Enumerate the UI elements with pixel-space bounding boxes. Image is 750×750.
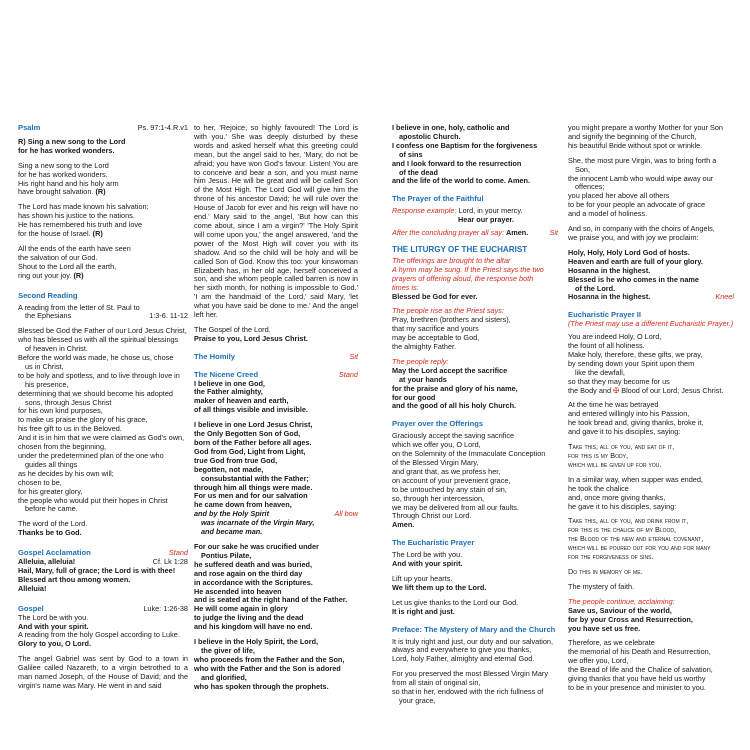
text-line: who proceeds from the Father and the Son, bbox=[194, 654, 345, 664]
preface-text bbox=[568, 157, 734, 219]
eucharistic-dialogue: Lift up your hearts. We lift them up to the Lord. bbox=[392, 573, 487, 592]
text-line: who with the Father and the Son is adored bbox=[194, 663, 341, 673]
eucharistic-dialogue: The Lord be with you. And with your spirit. bbox=[392, 550, 463, 569]
text-line: his beautiful Bride without spot or wrinkle. bbox=[568, 140, 703, 150]
column-4 bbox=[568, 124, 734, 699]
text-line: the giver of life, bbox=[201, 645, 255, 655]
text-line: and is seated at the right hand of the Father. bbox=[194, 595, 348, 605]
creed-paragraph bbox=[194, 638, 358, 691]
gospel-text-continued: to her, 'Rejoice, so highly favoured! The Lord is with you.' She was deeply disturbed by these words and asked herself what this greeting could mean, but the angel said to her, 'Mary, do not be afraid; you have won God's favour. Listen! You are to conceive and bear a son, and you must name him Jesus. He will be great and will be called Son of the Most High. The Lord God will give him the throne of his ancestor David; he will rule over the House of Jacob for ever and his reign will have no end.' Mary said to the angel, 'But how can this come about, since I am a virgin?' 'The Holy Spirit will come upon you,' the angel answered, 'and the power of the Most High will cover you with its shadow. And so the child will be holy and will be called Son of God. Know this too: your kinswoman Elizabeth has, in her old age, herself conceived a son, and she whom people called barren is now in her sixth month, for nothing is impossible to God.' 'I am the handmaid of the Lord,' said Mary, 'let what you have said be done to me.' And the angel left her. bbox=[194, 123, 358, 320]
text-line: he suffered death and was buried, bbox=[194, 559, 312, 569]
posture-stand: Stand bbox=[168, 548, 188, 558]
preface-text: For you preserved the most Blessed Virgin Mary from all stain of original sin, so that in her, endowed with the rich fullness of your grace, bbox=[392, 669, 549, 705]
text-line: You are indeed Holy, O Lord, bbox=[568, 332, 662, 342]
text-line: at your hands bbox=[399, 374, 447, 384]
eucharistic-prayer-ii-title: Eucharistic Prayer II bbox=[568, 310, 642, 320]
text-line: He will come again in glory bbox=[194, 604, 288, 614]
text-line: of sins bbox=[399, 149, 423, 159]
text-line: I believe in one Lord Jesus Christ, bbox=[194, 420, 313, 430]
text-line: on account of your prevenient grace, bbox=[392, 475, 511, 485]
text-line: his presence, bbox=[25, 379, 69, 389]
posture-stand: Stand bbox=[338, 369, 358, 379]
psalm-header bbox=[18, 124, 188, 133]
text-line: He ascended into heaven bbox=[194, 586, 282, 596]
posture-all-bow: All bow bbox=[334, 509, 358, 519]
ep2-epiclesis: You are indeed Holy, O Lord, the fount of all holiness. Make holy, therefore, these gifts, we pray, by sending down your Spirit upon them like the dewfall, so that they may become for us the Body and ✠ Blood of our Lord, Jesus Christ. bbox=[568, 333, 734, 395]
text-line: offences; bbox=[575, 182, 605, 192]
people-reply: The people reply: May the Lord accept the sacrifice at your hands for the praise and glory of his name, for our good and the good of all his holy Church. bbox=[392, 358, 558, 411]
text-line: Make holy, therefore, these gifts, we pray, bbox=[568, 349, 703, 359]
ep2-institution: At the time he was betrayed and entered willingly into his Passion, he took bread and, giving thanks, broke it, and gave it to his disciples, saying: bbox=[568, 400, 704, 437]
offertory-rubric: The offerings are brought to the altar A hymn may be sung. If the Priest says the two prayers of offering aloud, the response both times is: Blessed be God for ever. bbox=[392, 255, 544, 301]
text-line: true God from true God, bbox=[194, 455, 278, 465]
text-line: he came down from heaven, bbox=[194, 500, 292, 510]
creed-paragraph: I believe in one God, the Father almighty, maker of heaven and earth, of all things visible and invisible. bbox=[194, 378, 308, 415]
text-line: I believe in one, holy, catholic and bbox=[392, 123, 510, 132]
text-line: consubstantial with the Father; bbox=[201, 473, 309, 483]
response-marker: (R) bbox=[92, 229, 103, 239]
text-line: through him all things were made. bbox=[194, 482, 313, 492]
prayer-of-faithful: Response example: Lord, in your mercy. Hear our prayer. After the concluding prayer all say: Amen. Sit bbox=[392, 206, 558, 238]
text-line: us in Christ, bbox=[25, 361, 64, 371]
column-1 bbox=[18, 124, 188, 697]
text-line: I confess one Baptism for the forgiveness bbox=[392, 140, 538, 150]
posture-kneel: Kneel bbox=[715, 292, 734, 302]
second-reading-text bbox=[18, 327, 188, 514]
text-line: the fount of all holiness. bbox=[568, 341, 645, 351]
text-line: For our sake he was crucified under bbox=[194, 541, 319, 551]
text-line: the innocent Lamb who would wipe away our bbox=[568, 173, 714, 183]
text-line: and signify the beginning of the Church, bbox=[568, 131, 697, 141]
column-2 bbox=[194, 124, 358, 697]
text-line: for his own kind purposes, bbox=[18, 406, 103, 416]
gospel-close: The Gospel of the Lord. Praise to you, Lord Jesus Christ. bbox=[194, 324, 308, 343]
text-line: begotten, not made, bbox=[194, 464, 264, 474]
text-line: and the life of the world to come. Amen. bbox=[392, 176, 530, 186]
prayer-over-offerings: Graciously accept the saving sacrifice which we offer you, O Lord, on the Solemnity of the Immaculate Conception of the Blessed Virgin Mary, and grant that, as we profess her, on account of your prevenient grace, to be untouched by any stain of sin, so, through her intercession, we may be delivered from all our faults. Through Christ our Lord. Amen. bbox=[392, 432, 558, 530]
text-line: of the Blessed Virgin Mary, bbox=[392, 458, 479, 467]
second-reading-reference: 1:3-6. 11-12 bbox=[149, 311, 188, 321]
sanctus: Holy, Holy, Holy Lord God of hosts. Heaven and earth are full of your glory. Hosanna in the highest. Blessed is he who comes in the name of the Lord. Hosanna in the highest. Kneel bbox=[568, 247, 734, 302]
cross-icon: ✠ bbox=[613, 385, 620, 395]
text-line: guides all things bbox=[25, 459, 78, 469]
text-line: you placed her above all others bbox=[568, 191, 670, 201]
gospel-acclamation-text: Alleluia, alleluia! Cf. Lk 1:28 Hail, Mary, full of grace; the Lord is with thee! Blessed art thou among women. Alleluia! bbox=[18, 557, 188, 593]
consecration-chalice: Take this, all of you, and drink from it, for this is the chalice of my Blood, the Blood of the new and eternal covenant, which will be poured out for you and for many for the forgiveness of sins. bbox=[568, 516, 711, 562]
text-line: in accordance with the Scriptures. bbox=[194, 577, 313, 587]
psalm-response: R) Sing a new song to the Lord for he has worked wonders. bbox=[18, 136, 126, 155]
text-line: as he decides by his own will; bbox=[18, 468, 114, 478]
text-line: and grant that, as we profess her, bbox=[392, 466, 501, 476]
prayer-of-faithful-title: The Prayer of the Faithful bbox=[392, 194, 484, 204]
gospel-reference: Luke: 1:26-38 bbox=[143, 603, 188, 613]
text-line: to make us praise the glory of his grace, bbox=[18, 415, 148, 425]
ep2-chalice: In a similar way, when supper was ended, he took the chalice and, once more giving thanks, he gave it to his disciples, saying: bbox=[568, 474, 703, 511]
acclamation-reference: Cf. Lk 1:28 bbox=[152, 557, 188, 567]
text-line: to be holy and spotless, and to live through love in bbox=[18, 370, 180, 380]
text-line: determining that we should become his adopted bbox=[18, 388, 173, 398]
preface-title: Preface: The Mystery of Mary and the Church bbox=[392, 624, 556, 634]
prayer-over-offerings-title: Prayer over the Offerings bbox=[392, 419, 484, 429]
text-line: and glorified, bbox=[201, 672, 247, 682]
text-line: and a model of holiness. bbox=[568, 209, 648, 219]
posture-sit: Sit bbox=[349, 351, 358, 361]
column-3 bbox=[392, 124, 558, 712]
do-this-in-memory: Do this in memory of me. bbox=[568, 566, 643, 576]
text-line: and the good of all his holy Church. bbox=[392, 401, 517, 411]
text-line: so that they may become for us bbox=[568, 376, 670, 386]
text-line: before he came. bbox=[25, 504, 78, 514]
text-line: under the predetermined plan of the one who bbox=[18, 451, 164, 460]
text-line: of the dead bbox=[399, 167, 438, 177]
response-marker: (R) bbox=[73, 270, 84, 280]
gospel-acclamation-title: Gospel Acclamation bbox=[18, 548, 91, 558]
text-line: you might prepare a worthy Mother for your Son bbox=[568, 123, 723, 132]
text-line: to judge the living and the dead bbox=[194, 613, 304, 623]
text-line: and I look forward to the resurrection bbox=[392, 158, 522, 168]
homily-title: The Homily bbox=[194, 351, 235, 361]
text-line: we may be delivered from all our faults. bbox=[392, 502, 519, 512]
eucharistic-prayer-title: The Eucharistic Prayer bbox=[392, 538, 475, 548]
text-line: who has blessed us with all the spiritual blessings bbox=[18, 335, 179, 345]
second-reading-intro: A reading from the letter of St. Paul to the Ephesians 1:3-6. 11-12 bbox=[18, 302, 188, 321]
creed-paragraph bbox=[392, 124, 558, 186]
text-line: and his kingdom will have no end. bbox=[194, 622, 313, 632]
preface-text bbox=[568, 124, 734, 151]
text-line: And it is in him that we were claimed as God's own, bbox=[18, 433, 185, 443]
psalm-stanza: All the ends of the earth have seen the salvation of our God. Shout to the Lord all the earth, ring out your joy. (R) bbox=[18, 243, 131, 280]
text-line: Pontius Pilate, bbox=[201, 550, 252, 560]
creed-title: The Nicene Creed bbox=[194, 369, 259, 379]
text-line: Graciously accept the saving sacrifice bbox=[392, 431, 515, 441]
text-line: which we offer you, O Lord, bbox=[392, 440, 481, 450]
text-line: to be untouched by any stain of sin, bbox=[392, 484, 507, 494]
text-line: May the Lord accept the sacrifice bbox=[392, 365, 508, 375]
text-line: Blessed be God the Father of our Lord Jesus Christ, bbox=[18, 326, 187, 336]
text-line: She, the most pure Virgin, was to bring forth a bbox=[568, 155, 717, 165]
text-line: of heaven in Christ. bbox=[25, 344, 88, 354]
creed-paragraph: I believe in one Lord Jesus Christ, the Only Begotten Son of God, born of the Father before all ages. God from God, Light from Light, true God from true God, begotten, not made, consubstantial with the Father; through him all things were made. For us men and for our salvation he came down from heaven, and by the Holy Spirit All bow was incarnate of the Virgin Mary, and became man. bbox=[194, 420, 358, 537]
eucharistic-dialogue: Let us give thanks to the Lord our God. It is right and just. bbox=[392, 597, 519, 616]
memorial-acclamation: The people continue, acclaiming: Save us, Saviour of the world, for by your Cross and Resurrection, you have set us free. bbox=[568, 596, 693, 633]
text-line: who has spoken through the prophets. bbox=[194, 681, 329, 691]
text-line: born of the Father before all ages. bbox=[194, 438, 312, 447]
text-line: for his greater glory, bbox=[18, 486, 83, 496]
liturgy-of-eucharist-title: THE LITURGY OF THE EUCHARIST bbox=[392, 244, 528, 254]
gospel-dialogue: The Lord be with you. And with your spirit. A reading from the holy Gospel according to Luke. Glory to you, O Lord. bbox=[18, 612, 180, 649]
text-line: Before the world was made, he chose us, chose bbox=[18, 353, 174, 363]
posture-sit: Sit bbox=[549, 228, 558, 238]
psalm-stanza: The Lord has made known his salvation; has shown his justice to the nations. He has remembered his truth and love for the house of Israel. (R) bbox=[18, 202, 149, 239]
text-line: so, through her intercession, bbox=[392, 493, 485, 503]
text-line: and rose again on the third day bbox=[194, 568, 303, 578]
creed-paragraph bbox=[194, 543, 358, 632]
psalm-reference: Ps. 97:1-4.R.v1 bbox=[137, 123, 188, 132]
text-line: chosen to be, bbox=[18, 477, 62, 487]
pray-brethren: The people rise as the Priest says: Pray, brethren (brothers and sisters), that my sacrifice and yours may be acceptable to God, the almighty Father. bbox=[392, 306, 511, 352]
gospel-title: Gospel bbox=[18, 603, 44, 613]
consecration-bread: Take this, all of you, and eat of it, for this is my Body, which will be given up for you. bbox=[568, 442, 675, 469]
text-line: the people who would put their hopes in Christ bbox=[18, 495, 168, 505]
text-line: for our good bbox=[392, 392, 436, 402]
mystery-of-faith: The mystery of faith. bbox=[568, 581, 635, 591]
text-line: Son, bbox=[575, 164, 591, 174]
response-marker: (R) bbox=[95, 187, 106, 197]
text-line: For us men and for our salvation bbox=[194, 491, 308, 501]
gospel-text: The angel Gabriel was sent by God to a town in Galilee called Nazareth, to a virgin betrothed to a man named Joseph, of the House of David; and the virgin's name was Mary. He went in and said bbox=[18, 654, 188, 690]
text-line: sons, through Jesus Christ bbox=[25, 397, 112, 407]
text-line: by sending down your Spirit upon them bbox=[568, 358, 695, 368]
psalm-title: Psalm bbox=[18, 123, 41, 132]
text-line: chosen from the beginning, bbox=[18, 442, 107, 452]
text-line: to be for your people an advocate of grace bbox=[568, 200, 706, 210]
text-line: the Only Begotten Son of God, bbox=[194, 429, 301, 439]
text-line: I believe in the Holy Spirit, the Lord, bbox=[194, 637, 319, 647]
text-line: on the Solemnity of the Immaculate Conception bbox=[392, 449, 546, 459]
ep2-rubric: (The Priest may use a different Eucharistic Prayer.) bbox=[568, 319, 734, 329]
preface-text: And so, in company with the choirs of Angels, we praise you, and with joy we proclaim: bbox=[568, 224, 715, 242]
second-reading-title: Second Reading bbox=[18, 290, 78, 300]
text-line: for the praise and glory of his name, bbox=[392, 383, 518, 393]
text-line: apostolic Church. bbox=[399, 131, 461, 141]
reading-close: The word of the Lord. Thanks be to God. bbox=[18, 519, 88, 538]
psalm-stanza: Sing a new song to the Lord for he has worked wonders. His right hand and his holy arm have brought salvation. (R) bbox=[18, 160, 119, 197]
text-line: his free gift to us in the Beloved. bbox=[18, 424, 122, 434]
homily-header bbox=[194, 353, 358, 362]
text-line: like the dewfall, bbox=[575, 367, 625, 377]
text-line: Through Christ our Lord. bbox=[392, 511, 472, 521]
text-line: God from God, Light from Light, bbox=[194, 446, 306, 456]
preface-text: It is truly right and just, our duty and our salvation, always and everywhere to give you thanks, Lord, holy Father, almighty and eternal God. bbox=[392, 636, 554, 664]
anamnesis: Therefore, as we celebrate the memorial of his Death and Resurrection, we offer you, Lord, the Bread of life and the Chalice of salvation, giving thanks that you have held us worthy to be in your presence and minister to you. bbox=[568, 638, 713, 692]
